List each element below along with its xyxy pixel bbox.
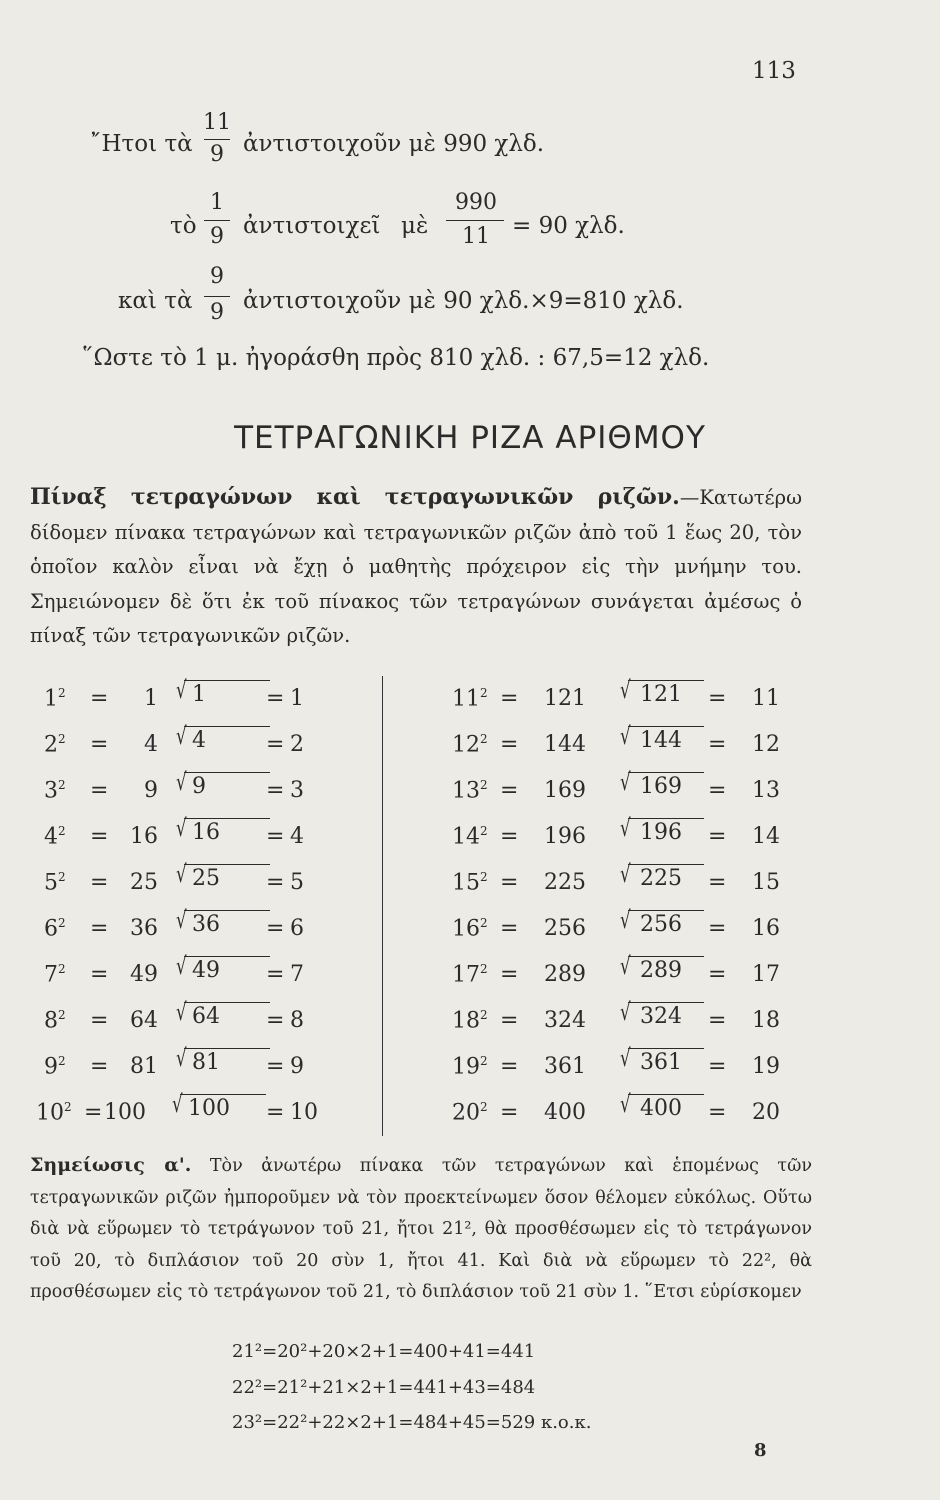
square-value: 121 [544, 686, 586, 711]
equals-sign: = [708, 962, 727, 987]
base-number: 10 [36, 1100, 64, 1126]
root-value: 19 [752, 1054, 780, 1079]
table-row [0, 998, 940, 1048]
square-value: 169 [544, 778, 586, 803]
fraction-denominator: 9 [210, 142, 224, 167]
radical-bar [184, 818, 270, 819]
exponent: 2 [480, 1100, 488, 1114]
radical-sign-icon: √ [620, 906, 631, 934]
square-value: 25 [130, 870, 158, 895]
square-term [452, 1008, 488, 1033]
square-value: 81 [130, 1054, 158, 1079]
exponent: 2 [58, 1008, 66, 1022]
radical-sign-icon: √ [176, 722, 187, 750]
square-value: 16 [130, 824, 158, 849]
radical-bar [184, 1002, 270, 1003]
square-value: 4 [144, 732, 158, 757]
radicand: 169 [640, 774, 682, 799]
intro-line-1-prefix: ῎Ητοι τὰ [90, 131, 193, 157]
table-row [0, 814, 940, 864]
equals-sign: = [90, 732, 109, 757]
intro-line-2-prefix: τὸ [170, 213, 197, 239]
root-value: 9 [290, 1054, 304, 1079]
base-number: 4 [44, 824, 58, 850]
square-term [452, 824, 488, 849]
root-value: 2 [290, 732, 304, 757]
table-row [0, 860, 940, 910]
intro-line-1-suffix: ἀντιστοιχοῦν μὲ 990 χλδ. [243, 131, 545, 157]
radicand: 1 [192, 682, 206, 707]
root-value: 13 [752, 778, 780, 803]
equals-sign: = [90, 824, 109, 849]
square-term [452, 916, 488, 941]
equals-sign: = [708, 916, 727, 941]
base-number: 17 [452, 962, 480, 988]
equals-sign: = [266, 1100, 285, 1125]
radical-bar [184, 910, 270, 911]
table-row [0, 952, 940, 1002]
root-value: 11 [752, 686, 780, 711]
equals-sign: = [708, 732, 727, 757]
fraction-denominator: 11 [462, 224, 490, 249]
section-title: ΤΕΤΡΑΓΩΝΙΚΗ ΡΙΖΑ ΑΡΙΘΜΟΥ [234, 420, 706, 456]
square-term [36, 1100, 72, 1125]
equals-sign: = [500, 824, 519, 849]
radicand: 400 [640, 1096, 682, 1121]
square-term [452, 686, 488, 711]
equals-sign: = [500, 1008, 519, 1033]
fraction-numerator: 1 [210, 190, 224, 215]
radicand: 361 [640, 1050, 682, 1075]
base-number: 7 [44, 962, 58, 988]
fraction-numerator: 11 [203, 110, 231, 135]
radicand: 256 [640, 912, 682, 937]
exponent: 2 [480, 870, 488, 884]
square-value: 196 [544, 824, 586, 849]
equals-sign: = [90, 916, 109, 941]
exponent: 2 [58, 916, 66, 930]
radicand: 324 [640, 1004, 682, 1029]
square-value: 324 [544, 1008, 586, 1033]
radical-bar [180, 1094, 266, 1095]
root-value: 12 [752, 732, 780, 757]
radical-bar [628, 910, 704, 911]
radical-sign-icon: √ [620, 1044, 631, 1072]
fraction-denominator: 9 [210, 224, 224, 249]
root-value: 15 [752, 870, 780, 895]
root-value: 3 [290, 778, 304, 803]
base-number: 1 [44, 686, 58, 712]
fraction-bar [204, 220, 230, 221]
square-term [44, 686, 66, 711]
radicand: 81 [192, 1050, 220, 1075]
square-value: 36 [130, 916, 158, 941]
equation-line: 21²=20²+20×2+1=400+41=441 [232, 1341, 536, 1362]
exponent: 2 [58, 778, 66, 792]
equation-line: 22²=21²+21×2+1=441+43=484 [232, 1377, 536, 1398]
note-body: Τὸν ἀνωτέρω πίνακα τῶν τετραγώνων καὶ ἑπομένως τῶν τετραγωνικῶν ριζῶν ἠμποροῦμεν νὰ τὸν προεκτείνωμεν ὅσον θέλομεν εὐκόλως. Οὕτω διὰ νὰ εὕρωμεν τὸ τετράγωνον τοῦ 21, ἤτοι 21², θὰ προσθέσωμεν εἰς τὸ τετράγωνον τοῦ 20, τὸ διπλάσιον τοῦ 20 σὺν 1, ἤτοι 41. Καὶ διὰ νὰ εὕρωμεν τὸ 22², θὰ προσθέσωμεν εἰς τὸ τετράγωνον τοῦ 21, τὸ διπλάσιον τοῦ 21 σὺν 1. ῞Ετσι εὑρίσκομεν [30, 1156, 812, 1302]
square-term [44, 824, 66, 849]
square-value: 361 [544, 1054, 586, 1079]
square-value: 64 [130, 1008, 158, 1033]
radical-sign-icon: √ [172, 1090, 183, 1118]
root-value: 6 [290, 916, 304, 941]
radical-bar [628, 1002, 704, 1003]
radical-sign-icon: √ [176, 998, 187, 1026]
radicand: 100 [188, 1096, 230, 1121]
square-term [44, 1054, 66, 1079]
root-value: 16 [752, 916, 780, 941]
equals-sign: = [266, 778, 285, 803]
base-number: 19 [452, 1054, 480, 1080]
radicand: 49 [192, 958, 220, 983]
equals-sign: = [90, 778, 109, 803]
radicand: 16 [192, 820, 220, 845]
base-number: 13 [452, 778, 480, 804]
square-term [44, 1008, 66, 1033]
radical-bar [184, 956, 270, 957]
radical-sign-icon: √ [176, 906, 187, 934]
radical-bar [628, 680, 704, 681]
table-row [0, 722, 940, 772]
radicand: 4 [192, 728, 206, 753]
equals-sign: = [266, 870, 285, 895]
fraction-denominator: 9 [210, 300, 224, 325]
square-term [44, 916, 66, 941]
radical-bar [628, 864, 704, 865]
equals-sign: = [708, 686, 727, 711]
fraction-bar [204, 139, 230, 140]
intro-line-4: ῞Ωστε τὸ 1 μ. ἠγοράσθη πρὸς 810 χλδ. : 67,5=12 χλδ. [82, 345, 710, 371]
radicand: 121 [640, 682, 682, 707]
radical-sign-icon: √ [620, 1090, 631, 1118]
radical-sign-icon: √ [620, 998, 631, 1026]
exponent: 2 [480, 686, 488, 700]
base-number: 20 [452, 1100, 480, 1126]
radicand: 196 [640, 820, 682, 845]
base-number: 16 [452, 916, 480, 942]
root-value: 17 [752, 962, 780, 987]
equals-sign: = [90, 962, 109, 987]
exponent: 2 [480, 1054, 488, 1068]
equals-sign: = [84, 1100, 103, 1125]
table-row [0, 1090, 940, 1140]
table-row [0, 768, 940, 818]
base-number: 3 [44, 778, 58, 804]
equals-sign: = [90, 1054, 109, 1079]
equals-sign: = [708, 1054, 727, 1079]
base-number: 12 [452, 732, 480, 758]
base-number: 15 [452, 870, 480, 896]
equals-sign: = [266, 916, 285, 941]
note-heading: Σημείωσις α'. [30, 1154, 192, 1176]
radical-bar [628, 772, 704, 773]
radical-sign-icon: √ [620, 952, 631, 980]
radical-bar [184, 864, 270, 865]
equals-sign: = [266, 824, 285, 849]
exponent: 2 [58, 732, 66, 746]
radical-sign-icon: √ [620, 860, 631, 888]
intro-paragraph [30, 480, 802, 654]
radicand: 225 [640, 866, 682, 891]
paragraph-body: —Κατωτέρω δίδομεν πίνακα τετραγώνων καὶ τετραγωνικῶν ριζῶν ἀπὸ τοῦ 1 ἕως 20, τὸν ὁποῖον καλὸν εἶναι νὰ ἔχῃ ὁ μαθητὴς πρόχειρον εἰς τὴν μνήμην του. Σημειώνομεν δὲ ὅτι ἐκ τοῦ πίνακος τῶν τετραγώνων συνάγεται ἀμέσως ὁ πίναξ τῶν τετραγωνικῶν ριζῶν. [30, 486, 802, 647]
radical-bar [628, 818, 704, 819]
radical-sign-icon: √ [620, 814, 631, 842]
square-value: 49 [130, 962, 158, 987]
intro-line-2-mid: ἀντιστοιχεῖ [243, 213, 381, 239]
square-value: 9 [144, 778, 158, 803]
square-term [44, 732, 66, 757]
base-number: 11 [452, 686, 480, 712]
exponent: 2 [58, 824, 66, 838]
radical-bar [628, 1094, 704, 1095]
radical-sign-icon: √ [176, 676, 187, 704]
page-number: 113 [752, 58, 796, 84]
equals-sign: = [266, 732, 285, 757]
radical-bar [184, 772, 270, 773]
root-value: 10 [290, 1100, 318, 1125]
base-number: 9 [44, 1054, 58, 1080]
table-row [0, 676, 940, 726]
radical-bar [184, 726, 270, 727]
exponent: 2 [480, 962, 488, 976]
fraction-bar [446, 220, 504, 221]
square-term [44, 962, 66, 987]
equals-sign: = [90, 686, 109, 711]
root-value: 18 [752, 1008, 780, 1033]
equals-sign: = [266, 686, 285, 711]
equals-sign: = [708, 824, 727, 849]
equals-sign: = [708, 870, 727, 895]
equals-sign: = [500, 1100, 519, 1125]
intro-line-3-prefix: καὶ τὰ [118, 288, 193, 314]
base-number: 8 [44, 1008, 58, 1034]
radicand: 289 [640, 958, 682, 983]
root-value: 1 [290, 686, 304, 711]
radical-bar [628, 1048, 704, 1049]
equals-sign: = [266, 962, 285, 987]
square-value: 256 [544, 916, 586, 941]
equation-line: 23²=22²+22×2+1=484+45=529 κ.ο.κ. [232, 1412, 592, 1433]
square-term [452, 870, 488, 895]
equals-sign: = [500, 870, 519, 895]
equals-sign: = [90, 870, 109, 895]
equals-sign: = [708, 778, 727, 803]
fraction-numerator: 990 [455, 190, 497, 215]
exponent: 2 [64, 1100, 72, 1114]
root-value: 14 [752, 824, 780, 849]
root-value: 20 [752, 1100, 780, 1125]
square-value: 100 [104, 1100, 146, 1125]
fraction-bar [204, 296, 230, 297]
radical-bar [184, 1048, 270, 1049]
equals-sign: = [708, 1100, 727, 1125]
equals-sign: = [708, 1008, 727, 1033]
radical-sign-icon: √ [176, 1044, 187, 1072]
root-value: 4 [290, 824, 304, 849]
square-term [452, 732, 488, 757]
square-term [44, 870, 66, 895]
radical-sign-icon: √ [176, 814, 187, 842]
table-row [0, 906, 940, 956]
equals-sign: = [266, 1054, 285, 1079]
radical-sign-icon: √ [620, 722, 631, 750]
equals-sign: = [500, 916, 519, 941]
equals-sign: = [500, 686, 519, 711]
intro-line-2-me: μὲ [401, 213, 429, 239]
base-number: 2 [44, 732, 58, 758]
exponent: 2 [58, 870, 66, 884]
note-paragraph [30, 1150, 812, 1309]
radical-bar [628, 726, 704, 727]
exponent: 2 [58, 1054, 66, 1068]
radical-sign-icon: √ [176, 860, 187, 888]
square-term [452, 778, 488, 803]
radicand: 64 [192, 1004, 220, 1029]
root-value: 7 [290, 962, 304, 987]
square-value: 400 [544, 1100, 586, 1125]
equals-sign: = [90, 1008, 109, 1033]
square-term [452, 962, 488, 987]
radical-sign-icon: √ [176, 768, 187, 796]
square-term [44, 778, 66, 803]
equals-sign: = [500, 1054, 519, 1079]
equals-sign: = [500, 778, 519, 803]
paragraph-heading: Πίναξ τετραγώνων καὶ τετραγωνικῶν ριζῶν. [30, 484, 680, 510]
square-value: 1 [144, 686, 158, 711]
square-term [452, 1100, 488, 1125]
radicand: 9 [192, 774, 206, 799]
intro-line-3-suffix: ἀντιστοιχοῦν μὲ 90 χλδ.×9=810 χλδ. [243, 288, 684, 314]
radical-bar [628, 956, 704, 957]
square-value: 289 [544, 962, 586, 987]
intro-line-2-suffix: = 90 χλδ. [512, 213, 625, 239]
base-number: 18 [452, 1008, 480, 1034]
exponent: 2 [480, 1008, 488, 1022]
equals-sign: = [500, 732, 519, 757]
equals-sign: = [266, 1008, 285, 1033]
radical-sign-icon: √ [176, 952, 187, 980]
radical-sign-icon: √ [620, 768, 631, 796]
root-value: 5 [290, 870, 304, 895]
exponent: 2 [480, 778, 488, 792]
root-value: 8 [290, 1008, 304, 1033]
radicand: 144 [640, 728, 682, 753]
radicand: 36 [192, 912, 220, 937]
exponent: 2 [480, 824, 488, 838]
exponent: 2 [58, 686, 66, 700]
base-number: 6 [44, 916, 58, 942]
radical-sign-icon: √ [620, 676, 631, 704]
square-term [452, 1054, 488, 1079]
radicand: 25 [192, 866, 220, 891]
square-value: 225 [544, 870, 586, 895]
signature-mark: 8 [754, 1440, 767, 1461]
table-row [0, 1044, 940, 1094]
exponent: 2 [480, 916, 488, 930]
base-number: 5 [44, 870, 58, 896]
exponent: 2 [480, 732, 488, 746]
square-value: 144 [544, 732, 586, 757]
exponent: 2 [58, 962, 66, 976]
base-number: 14 [452, 824, 480, 850]
radical-bar [184, 680, 270, 681]
fraction-numerator: 9 [210, 264, 224, 289]
equals-sign: = [500, 962, 519, 987]
